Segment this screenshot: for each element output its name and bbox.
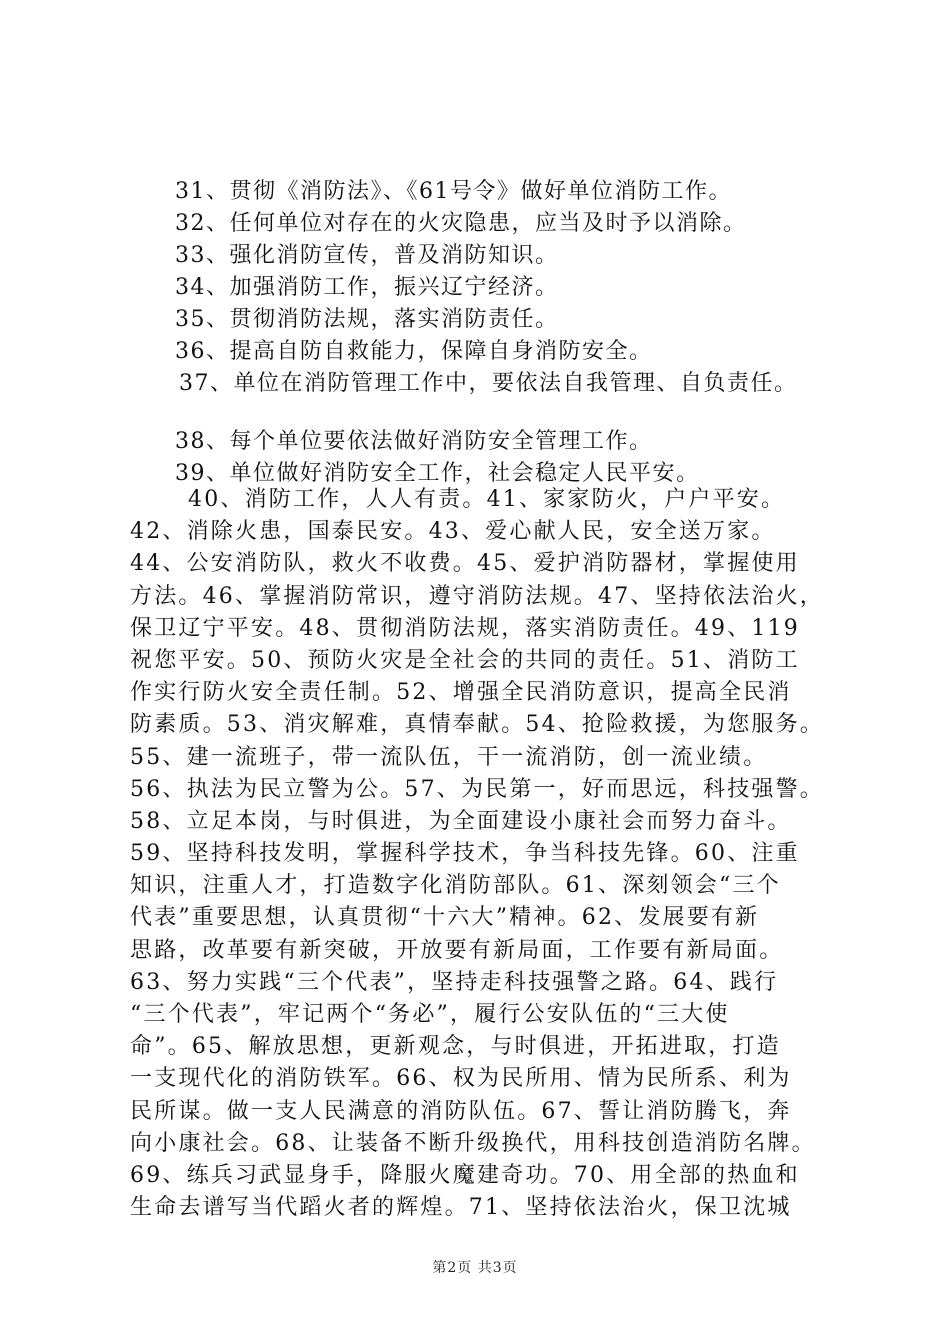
paragraph-line: 69、练兵习武显身手，降服火魔建奇功。70、用全部的热血和 <box>130 1162 800 1188</box>
paragraph-line: 代表”重要思想，认真贯彻“十六大”精神。62、发展要有新 <box>130 905 760 931</box>
list-item: 32、任何单位对存在的火灾隐患，应当及时予以消除。 <box>175 211 747 236</box>
paragraph-line: 一支现代化的消防铁军。66、权为民所用、情为民所系、利为 <box>130 1066 792 1092</box>
list-item: 34、加强消防工作，振兴辽宁经济。 <box>175 275 559 300</box>
paragraph-line: 祝您平安。50、预防火灾是全社会的共同的责任。51、消防工 <box>130 647 800 673</box>
paragraph-line: 防素质。53、消灾解难，真情奉献。54、抢险救援，为您服务。 <box>130 712 824 738</box>
paragraph-line: 思路，改革要有新突破，开放要有新局面，工作要有新局面。 <box>130 937 784 963</box>
list-item: 37、单位在消防管理工作中，要依法自我管理、自负责任。 <box>179 371 798 396</box>
paragraph-line: “三个代表”，牢记两个“务必”，履行公安队伍的“三大使 <box>130 1002 730 1027</box>
paragraph-line: 42、消除火患，国泰民安。43、爱心献人民，安全送万家。 <box>130 519 776 545</box>
paragraph-line: 44、公安消防队，救火不收费。45、爱护消防器材，掌握使用 <box>130 551 800 577</box>
paragraph-line: 55、建一流班子，带一流队伍，干一流消防，创一流业绩。 <box>130 744 768 770</box>
list-item: 39、单位做好消防安全工作，社会稳定人民平安。 <box>175 461 700 486</box>
paragraph-line: 作实行防火安全责任制。52、增强全民消防意识，提高全民消 <box>130 680 792 706</box>
paragraph-line: 民所谋。做一支人民满意的消防队伍。67、誓让消防腾飞，奔 <box>130 1098 792 1124</box>
list-item: 33、强化消防宣传，普及消防知识。 <box>175 243 559 268</box>
slogan-list <box>175 176 875 490</box>
paragraph-line: 40、消防工作，人人有责。41、家家防火，户户平安。 <box>188 487 786 512</box>
paragraph-line: 56、执法为民立警为公。57、为民第一，好而思远，科技强警。 <box>130 776 824 802</box>
list-item: 38、每个单位要依法做好消防安全管理工作。 <box>175 429 653 454</box>
paragraph-line: 59、坚持科技发明，掌握科学技术，争当科技先锋。60、注重 <box>130 841 800 867</box>
list-item: 31、贯彻《消防法》、《61号令》做好单位消防工作。 <box>175 179 732 204</box>
list-spacer <box>175 400 875 426</box>
paragraph-line: 生命去谱写当代蹈火者的辉煌。71、坚持依法治火，保卫沈城 <box>130 1195 792 1221</box>
paragraph-line: 保卫辽宁平安。48、贯彻消防法规，落实消防责任。49、119 <box>130 615 800 641</box>
list-item: 36、提高自防自救能力，保障自身消防安全。 <box>175 339 653 364</box>
list-item: 35、贯彻消防法规，落实消防责任。 <box>175 307 559 332</box>
paragraph-line: 知识，注重人才，打造数字化消防部队。61、深刻领会“三个 <box>130 873 781 899</box>
page-footer: 第2页 共3页 <box>432 1260 518 1276</box>
paragraph-line: 命”。65、解放思想，更新观念，与时俱进，开拓进取，打造 <box>130 1034 781 1060</box>
paragraph-line: 方法。46、掌握消防常识，遵守消防法规。47、坚持依法治火， <box>130 583 824 609</box>
paragraph-line: 58、立足本岗，与时俱进，为全面建设小康社会而努力奋斗。 <box>130 808 792 834</box>
slogan-paragraph <box>130 484 850 1224</box>
paragraph-line: 63、努力实践“三个代表”，坚持走科技强警之路。64、践行 <box>130 969 779 995</box>
paragraph-line: 向小康社会。68、让装备不断升级换代，用科技创造消防名牌。 <box>130 1130 816 1156</box>
